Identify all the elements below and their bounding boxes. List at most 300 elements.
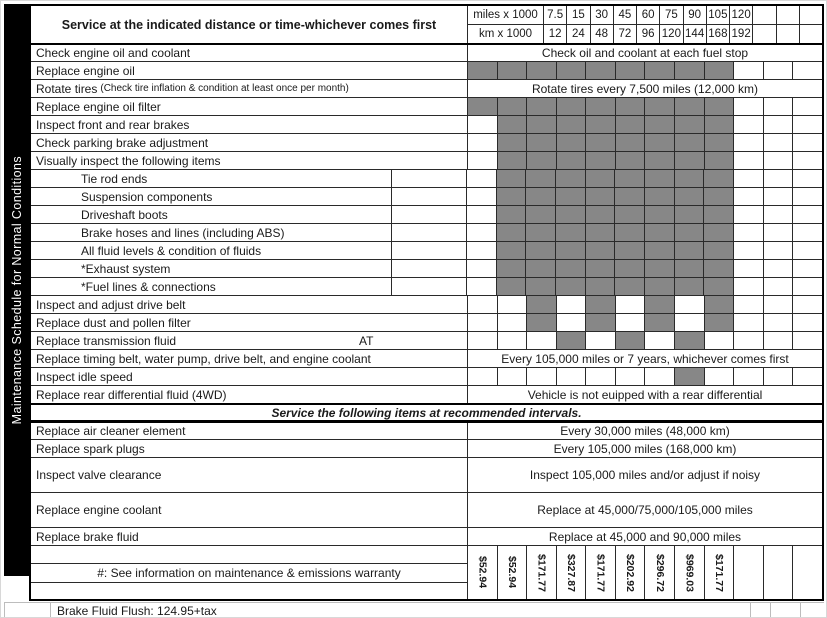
km-value-cell: 12	[543, 25, 566, 43]
interval-mark-cell	[703, 242, 733, 259]
interval-mark-cell	[644, 206, 674, 223]
interval-empty-cell	[526, 368, 556, 385]
interval-empty-cell	[733, 260, 763, 277]
header-empty-cell	[776, 6, 799, 24]
interval-empty-cell	[792, 278, 822, 295]
interval-mark-cell	[585, 314, 615, 331]
service-label-cell	[31, 368, 467, 385]
interval-mark-cell	[674, 134, 704, 151]
interval-empty-cell	[556, 314, 586, 331]
interval-empty-cell	[497, 368, 527, 385]
km-value-cell: 24	[566, 25, 589, 43]
interval-mark-cell	[525, 278, 555, 295]
interval-empty-cell	[466, 170, 496, 187]
footer-empty-cell	[4, 603, 51, 618]
footer-empty-cell	[751, 603, 771, 618]
interval-mark-cell	[497, 152, 527, 169]
interval-empty-cell	[704, 332, 734, 349]
interval-empty-cell	[733, 152, 763, 169]
interval-mark-cell	[644, 314, 674, 331]
miles-value-cell: 15	[566, 6, 589, 24]
interval-mark-cell	[703, 224, 733, 241]
service-row-brake-hoses-and-lines	[31, 223, 822, 241]
interval-empty-cell	[556, 368, 586, 385]
price-value: $327.87	[565, 553, 578, 592]
interval-empty-cell	[467, 296, 497, 313]
service-label-cell	[31, 493, 467, 527]
interval-mark-cell	[496, 206, 526, 223]
interval-empty-cell	[733, 116, 763, 133]
service-label-cell	[31, 332, 467, 349]
interval-empty-cell	[763, 224, 793, 241]
interval-mark-cell	[585, 152, 615, 169]
service-label-cell	[31, 423, 467, 439]
label-spacer-cell	[391, 242, 466, 259]
interval-mark-cell	[704, 98, 734, 115]
interval-empty-cell	[792, 296, 822, 313]
interval-empty-cell	[466, 206, 496, 223]
service-row-all-fluid-levels	[31, 241, 822, 259]
interval-empty-cell	[466, 260, 496, 277]
interval-empty-cell	[763, 242, 793, 259]
service-label: *Fuel lines & connections	[81, 279, 216, 294]
price-cell	[585, 546, 615, 599]
interval-mark-cell	[644, 224, 674, 241]
interval-empty-cell	[467, 332, 497, 349]
service-label: Replace rear differential fluid (4WD)	[36, 387, 227, 402]
interval-empty-cell	[467, 116, 497, 133]
service-label: Tie rod ends	[81, 171, 148, 186]
interval-mark-cell	[644, 242, 674, 259]
interval-mark-cell	[526, 62, 556, 79]
interval-mark-cell	[585, 170, 615, 187]
interval-empty-cell	[763, 134, 793, 151]
interval-mark-cell	[555, 260, 585, 277]
interval-mark-cell	[497, 116, 527, 133]
interval-mark-cell	[614, 188, 644, 205]
interval-empty-cell	[733, 242, 763, 259]
interval-mark-cell	[614, 278, 644, 295]
interval-mark-cell	[674, 188, 704, 205]
interval-mark-cell	[703, 278, 733, 295]
service-row-replace-transmission-fluid	[31, 331, 822, 349]
interval-mark-cell	[526, 296, 556, 313]
interval-mark-cell	[644, 152, 674, 169]
service-row-replace-timing-belt	[31, 349, 822, 367]
header-miles-row	[468, 6, 822, 24]
interval-empty-cell	[792, 116, 822, 133]
miles-value-cell: 105	[706, 6, 729, 24]
service-label-cell	[31, 224, 391, 241]
interval-mark-cell	[585, 98, 615, 115]
service-row-driveshaft-boots	[31, 205, 822, 223]
interval-empty-cell	[792, 206, 822, 223]
interval-mark-cell	[525, 170, 555, 187]
service-row-replace-brake-fluid	[31, 527, 822, 545]
interval-mark-cell	[585, 296, 615, 313]
interval-mark-cell	[525, 260, 555, 277]
service-label: Driveshaft boots	[81, 207, 168, 222]
service-label-cell	[31, 386, 467, 403]
service-label: Replace engine oil	[36, 63, 135, 78]
service-row-inspect-adjust-drive-belt	[31, 295, 822, 313]
interval-mark-cell	[614, 242, 644, 259]
service-row-suspension-components	[31, 187, 822, 205]
interval-mark-cell	[615, 98, 645, 115]
maintenance-schedule-table	[29, 4, 824, 601]
footer-empty-cell	[771, 603, 801, 618]
price-cell	[467, 546, 497, 599]
interval-empty-cell	[763, 206, 793, 223]
interval-mark-cell	[555, 170, 585, 187]
header-empty-cell	[752, 6, 775, 24]
interval-empty-cell	[792, 224, 822, 241]
interval-empty-cell	[674, 296, 704, 313]
interval-mark-cell	[674, 98, 704, 115]
footer-empty-cell	[801, 603, 824, 618]
interval-mark-cell	[556, 62, 586, 79]
service-label: Replace engine coolant	[36, 503, 162, 517]
interval-empty-cell	[792, 260, 822, 277]
interval-mark-cell	[585, 224, 615, 241]
service-label: Visually inspect the following items	[36, 153, 221, 168]
header-empty-cell	[752, 25, 775, 43]
interval-mark-cell	[704, 314, 734, 331]
interval-mark-cell	[644, 296, 674, 313]
brake-fluid-flush-note: Brake Fluid Flush: 124.95+tax	[51, 603, 751, 618]
interval-mark-cell	[615, 62, 645, 79]
interval-mark-cell	[674, 242, 704, 259]
interval-empty-cell	[733, 98, 763, 115]
interval-mark-cell	[497, 98, 527, 115]
interval-mark-cell	[525, 188, 555, 205]
interval-mark-cell	[555, 242, 585, 259]
interval-mark-cell	[704, 296, 734, 313]
km-value-cell: 72	[613, 25, 636, 43]
interval-mark-cell	[585, 206, 615, 223]
km-value-cell: 48	[590, 25, 613, 43]
service-label-cell	[31, 188, 391, 205]
interval-empty-cell	[792, 188, 822, 205]
service-row-inspect-idle-speed	[31, 367, 822, 385]
interval-note-cell: Every 30,000 miles (48,000 km)	[467, 423, 822, 439]
service-label-cell	[31, 152, 467, 169]
interval-mark-cell	[585, 278, 615, 295]
service-label-note: (Check tire inflation & condition at least once per month)	[100, 83, 349, 94]
miles-value-cell: 7.5	[543, 6, 566, 24]
miles-value-cell: 90	[683, 6, 706, 24]
price-value: $296.72	[653, 553, 666, 592]
interval-mark-cell	[644, 116, 674, 133]
service-row-replace-spark-plugs	[31, 439, 822, 457]
interval-note-cell: Every 105,000 miles or 7 years, whichever comes first	[467, 350, 822, 367]
interval-empty-cell	[763, 332, 793, 349]
interval-mark-cell	[704, 152, 734, 169]
interval-empty-cell	[733, 368, 763, 385]
interval-mark-cell	[496, 242, 526, 259]
service-label: Replace engine oil filter	[36, 99, 161, 114]
service-label: Replace air cleaner element	[36, 424, 186, 438]
price-cell	[674, 546, 704, 599]
service-label: Rotate tires	[36, 81, 98, 96]
price-value: $171.77	[594, 553, 607, 592]
interval-empty-cell	[467, 134, 497, 151]
miles-value-cell: 60	[636, 6, 659, 24]
service-label-cell	[31, 45, 467, 61]
km-value-cell: 120	[659, 25, 682, 43]
label-spacer-cell	[391, 260, 466, 277]
interval-mark-cell	[525, 242, 555, 259]
price-value: $202.92	[624, 553, 637, 592]
label-spacer-cell	[391, 188, 466, 205]
header-empty-cell	[799, 6, 822, 24]
interval-mark-cell	[467, 62, 497, 79]
service-label: Inspect and adjust drive belt	[36, 297, 186, 312]
interval-mark-cell	[525, 206, 555, 223]
service-label: Replace brake fluid	[36, 529, 139, 544]
price-cell	[526, 546, 556, 599]
interval-mark-cell	[614, 260, 644, 277]
interval-empty-cell	[763, 296, 793, 313]
warranty-spacer	[31, 583, 467, 600]
interval-mark-cell	[644, 260, 674, 277]
interval-empty-cell	[733, 134, 763, 151]
interval-mark-cell	[496, 278, 526, 295]
interval-empty-cell	[733, 206, 763, 223]
interval-mark-cell	[615, 152, 645, 169]
interval-mark-cell	[526, 116, 556, 133]
interval-empty-cell	[763, 62, 793, 79]
service-label: Check parking brake adjustment	[36, 135, 209, 150]
service-label: Inspect valve clearance	[36, 468, 162, 482]
service-row-replace-rear-differential-fluid	[31, 385, 822, 403]
interval-empty-cell	[674, 314, 704, 331]
service-row-check-parking-brake-adjustment	[31, 133, 822, 151]
interval-mark-cell	[497, 134, 527, 151]
service-row-check-engine-oil-coolant	[31, 43, 822, 61]
interval-empty-cell	[615, 296, 645, 313]
service-row-inspect-front-rear-brakes	[31, 115, 822, 133]
interval-note-cell: Vehicle is not euipped with a rear differential	[467, 386, 822, 403]
service-row-replace-engine-oil	[31, 61, 822, 79]
interval-empty-cell	[733, 314, 763, 331]
interval-mark-cell	[496, 224, 526, 241]
price-value: $969.03	[683, 553, 696, 592]
service-row-replace-air-cleaner-element	[31, 421, 822, 439]
km-value-cell: 192	[729, 25, 752, 43]
interval-mark-cell	[704, 134, 734, 151]
label-spacer-cell	[391, 170, 466, 187]
service-label: Brake hoses and lines (including ABS)	[81, 225, 285, 240]
interval-empty-cell	[497, 314, 527, 331]
miles-value-cell: 45	[613, 6, 636, 24]
interval-empty-cell	[792, 170, 822, 187]
interval-note-cell: Replace at 45,000/75,000/105,000 miles	[467, 493, 822, 527]
interval-empty-cell	[526, 332, 556, 349]
interval-empty-cell	[644, 368, 674, 385]
interval-mark-cell	[644, 62, 674, 79]
service-label-cell	[31, 260, 391, 277]
interval-mark-cell	[585, 134, 615, 151]
interval-mark-cell	[703, 170, 733, 187]
interval-empty-cell	[733, 188, 763, 205]
service-label: Inspect front and rear brakes	[36, 117, 190, 132]
interval-mark-cell	[556, 152, 586, 169]
interval-empty-cell	[615, 314, 645, 331]
interval-empty-cell	[763, 116, 793, 133]
interval-mark-cell	[615, 332, 645, 349]
service-row-section-recommended-intervals	[31, 403, 822, 421]
service-row-rotate-tires	[31, 79, 822, 97]
service-row-replace-engine-oil-filter	[31, 97, 822, 115]
interval-empty-cell	[792, 98, 822, 115]
label-spacer-cell	[391, 278, 466, 295]
interval-mark-cell	[674, 62, 704, 79]
interval-empty-cell	[556, 296, 586, 313]
interval-empty-cell	[733, 296, 763, 313]
service-label-cell	[31, 80, 467, 97]
interval-empty-cell	[792, 152, 822, 169]
service-label-cell	[31, 206, 391, 223]
service-label-cell	[31, 242, 391, 259]
price-cell	[556, 546, 586, 599]
table-header-row	[31, 6, 822, 43]
service-label-cell	[31, 98, 467, 115]
label-spacer-cell	[391, 206, 466, 223]
interval-mark-cell	[585, 62, 615, 79]
interval-mark-cell	[467, 98, 497, 115]
interval-empty-cell	[497, 332, 527, 349]
interval-empty-cell	[615, 368, 645, 385]
interval-empty-cell	[792, 62, 822, 79]
interval-mark-cell	[555, 188, 585, 205]
interval-empty-cell	[467, 152, 497, 169]
interval-mark-cell	[497, 62, 527, 79]
price-cell	[615, 546, 645, 599]
service-row-replace-dust-pollen-filter	[31, 313, 822, 331]
interval-mark-cell	[496, 188, 526, 205]
price-value: $52.94	[476, 556, 489, 589]
interval-note-cell: Every 105,000 miles (168,000 km)	[467, 440, 822, 457]
interval-mark-cell	[525, 224, 555, 241]
footer-row	[4, 602, 824, 618]
interval-empty-cell	[644, 332, 674, 349]
interval-empty-cell	[497, 296, 527, 313]
price-empty-cell	[733, 546, 763, 599]
header-empty-cell	[799, 25, 822, 43]
interval-mark-cell	[703, 206, 733, 223]
interval-empty-cell	[733, 278, 763, 295]
interval-mark-cell	[703, 260, 733, 277]
interval-empty-cell	[792, 314, 822, 331]
section-header-label: Service the following items at recommended intervals.	[271, 405, 582, 420]
service-label-cell	[31, 296, 467, 313]
interval-mark-cell	[585, 188, 615, 205]
interval-mark-cell	[674, 170, 704, 187]
miles-value-cell: 120	[729, 6, 752, 24]
interval-mark-cell	[644, 188, 674, 205]
transmission-type-label: AT	[359, 333, 374, 348]
service-row-inspect-valve-clearance	[31, 457, 822, 492]
interval-mark-cell	[644, 134, 674, 151]
header-title: Service at the indicated distance or time-whichever comes first	[61, 17, 437, 32]
interval-mark-cell	[614, 170, 644, 187]
interval-note-cell: Inspect 105,000 miles and/or adjust if noisy	[467, 458, 822, 492]
interval-empty-cell	[763, 314, 793, 331]
price-cell	[644, 546, 674, 599]
warranty-label-cell	[31, 546, 467, 599]
interval-empty-cell	[466, 224, 496, 241]
service-label-cell	[31, 528, 467, 545]
interval-mark-cell	[555, 206, 585, 223]
interval-mark-cell	[555, 278, 585, 295]
interval-empty-cell	[792, 242, 822, 259]
service-label-cell	[31, 116, 467, 133]
km-value-cell: 96	[636, 25, 659, 43]
interval-mark-cell	[526, 314, 556, 331]
interval-mark-cell	[526, 134, 556, 151]
label-spacer-cell	[391, 224, 466, 241]
interval-mark-cell	[674, 368, 704, 385]
warranty-price-row	[31, 545, 822, 599]
interval-mark-cell	[555, 224, 585, 241]
price-empty-cell	[792, 546, 822, 599]
price-cell	[497, 546, 527, 599]
interval-mark-cell	[556, 116, 586, 133]
interval-mark-cell	[644, 98, 674, 115]
service-label: All fluid levels & condition of fluids	[81, 243, 262, 258]
interval-mark-cell	[674, 278, 704, 295]
interval-mark-cell	[614, 224, 644, 241]
service-row-tie-rod-ends	[31, 169, 822, 187]
interval-empty-cell	[733, 332, 763, 349]
interval-mark-cell	[585, 242, 615, 259]
price-cell	[704, 546, 734, 599]
interval-mark-cell	[674, 224, 704, 241]
warranty-note: #: See information on maintenance & emissions warranty	[31, 563, 467, 583]
interval-mark-cell	[644, 278, 674, 295]
service-label-cell	[31, 134, 467, 151]
price-empty-cell	[763, 546, 793, 599]
interval-mark-cell	[556, 134, 586, 151]
service-label-cell	[31, 278, 391, 295]
interval-mark-cell	[704, 62, 734, 79]
service-label-cell	[31, 314, 467, 331]
interval-mark-cell	[644, 170, 674, 187]
interval-mark-cell	[674, 332, 704, 349]
interval-mark-cell	[674, 152, 704, 169]
miles-value-cell: 75	[659, 6, 682, 24]
km-unit-label: km x 1000	[478, 28, 533, 40]
interval-empty-cell	[733, 62, 763, 79]
interval-empty-cell	[467, 314, 497, 331]
interval-empty-cell	[792, 134, 822, 151]
interval-mark-cell	[585, 260, 615, 277]
interval-empty-cell	[763, 368, 793, 385]
service-label: *Exhaust system	[81, 261, 171, 276]
interval-empty-cell	[733, 170, 763, 187]
interval-mark-cell	[496, 170, 526, 187]
interval-mark-cell	[556, 98, 586, 115]
interval-empty-cell	[792, 332, 822, 349]
service-row-replace-engine-coolant	[31, 492, 822, 527]
interval-mark-cell	[674, 116, 704, 133]
price-value: $171.77	[535, 553, 548, 592]
header-km-row	[468, 24, 822, 43]
service-label-cell	[31, 170, 391, 187]
interval-empty-cell	[585, 332, 615, 349]
miles-value-cell: 30	[590, 6, 613, 24]
